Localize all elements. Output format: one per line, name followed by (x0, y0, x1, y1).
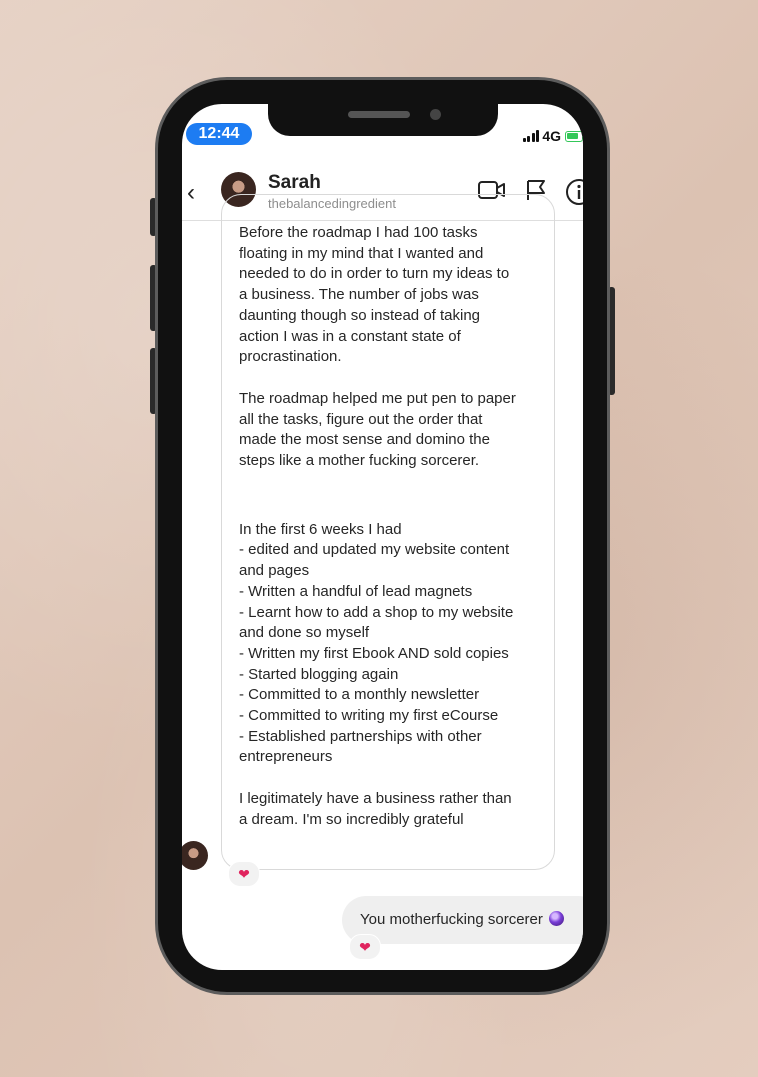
heart-reaction-icon[interactable]: ❤ (228, 861, 260, 887)
outgoing-message-text: You motherfucking sorcerer (360, 911, 543, 928)
message-paragraph: The roadmap helped me put pen to paper all the tasks, figure out the order that made the most sense and domino the steps like a mother fucking sorcerer. (239, 389, 516, 470)
phone-screen (182, 104, 583, 970)
status-time: 12:44 (186, 123, 252, 145)
heart-reaction-icon[interactable]: ❤ (349, 934, 381, 960)
message-paragraph: I legitimately have a business rather than a dream. I'm so incredibly grateful (239, 790, 512, 828)
battery-icon (565, 131, 583, 142)
message-paragraph: Before the roadmap I had 100 tasks floating in my mind that I wanted and needed to do in order to turn my ideas to a business. The number of jobs was daunting though so instead of taking action I was in a constant state of procrastination. (239, 224, 510, 366)
crystal-ball-icon (549, 911, 564, 926)
contact-handle: thebalancedingredient (268, 196, 396, 211)
incoming-message-bubble[interactable] (221, 194, 555, 870)
info-icon[interactable] (565, 178, 583, 206)
outgoing-message-bubble[interactable] (342, 896, 583, 944)
signal-bars-icon (523, 130, 540, 142)
message-paragraph: In the first 6 weeks I had - edited and updated my website content and pages - Written a handful of lead magnets - Learnt how to add a shop to my website and done so myself - Written my first Ebook AND sold copies - Started blogging again - Committed to a monthly newsletter - Committed to writing my first eCourse - Established partnerships with other entrepreneurs (239, 520, 514, 766)
notch (268, 104, 498, 136)
front-camera (430, 109, 441, 120)
status-indicators (523, 129, 583, 143)
network-type: 4G (542, 128, 561, 144)
chevron-left-icon[interactable]: ‹ (187, 179, 195, 206)
sender-avatar[interactable] (182, 841, 208, 870)
speaker (348, 111, 410, 118)
contact-name[interactable]: Sarah (268, 172, 321, 193)
